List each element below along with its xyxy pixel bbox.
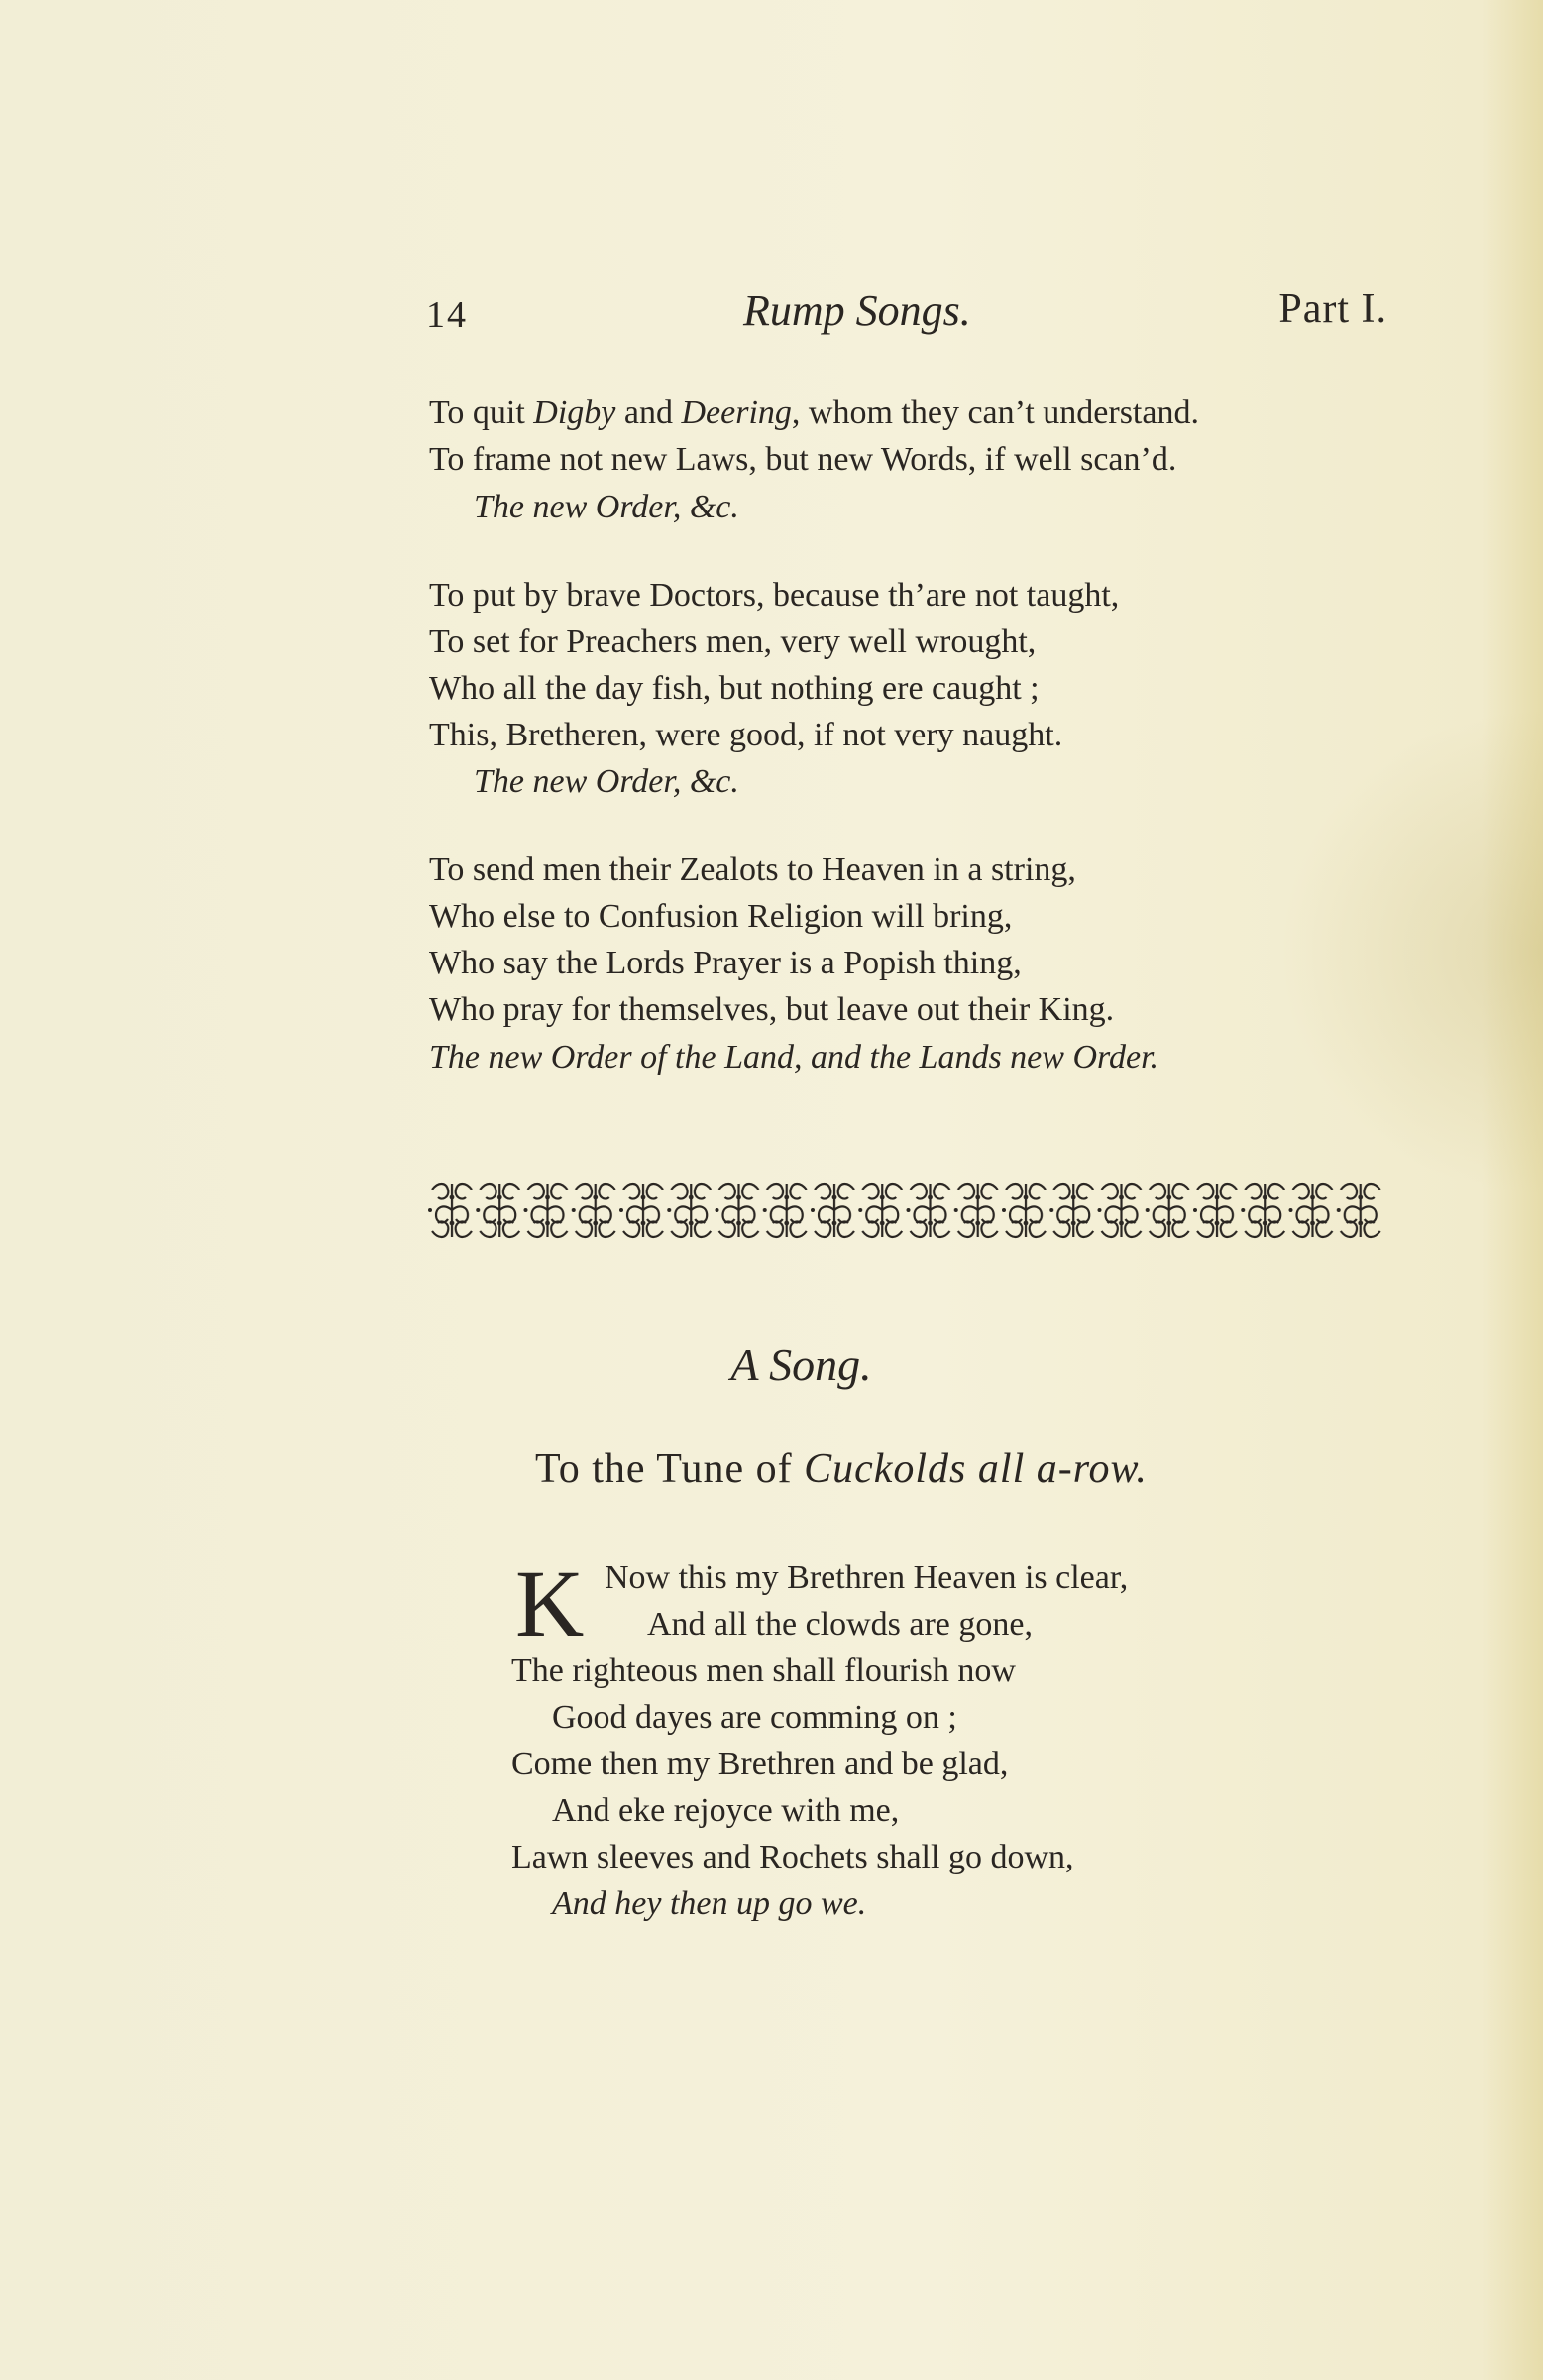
stanza2-refrain: The new Order, &c. — [474, 763, 739, 800]
stanza4-line1: Now this my Brethren Heaven is clear, — [605, 1559, 1129, 1596]
stanza2-line3: Who all the day fish, but nothing ere caught ; — [429, 670, 1040, 707]
tune-line — [535, 1445, 1148, 1493]
stanza4-line5: Come then my Brethren and be glad, — [511, 1746, 1009, 1782]
drop-cap: K — [515, 1550, 585, 1656]
page-number: 14 — [426, 294, 468, 336]
stanza4-line4: Good dayes are comming on ; — [552, 1699, 957, 1736]
text-run: To quit — [429, 395, 534, 431]
stanza3-line2: Who else to Confusion Religion will bring, — [429, 898, 1013, 935]
tune-name: Cuckolds all a-row. — [804, 1446, 1148, 1492]
stanza4-line2: And all the clowds are gone, — [647, 1606, 1033, 1643]
stanza1-line1 — [429, 397, 1199, 430]
stanza4-line7: Lawn sleeves and Rochets shall go down, — [511, 1839, 1074, 1875]
stanza4-line3: The righteous men shall flourish now — [511, 1652, 1016, 1689]
name-deering: Deering — [681, 395, 792, 431]
part-label: Part I. — [1278, 286, 1387, 332]
song-title: A Song. — [730, 1339, 872, 1390]
stanza3-refrain: The new Order of the Land, and the Lands new Order. — [429, 1039, 1159, 1076]
name-digby: Digby — [533, 395, 616, 431]
stanza4-refrain: And hey then up go we. — [552, 1885, 867, 1922]
stanza1-refrain: The new Order, &c. — [474, 489, 739, 525]
stanza3-line4: Who pray for themselves, but leave out their King. — [429, 991, 1115, 1028]
stanza2-line4: This, Bretheren, were good, if not very naught. — [429, 717, 1063, 753]
running-head: Rump Songs. — [743, 286, 971, 335]
stanza3-line1: To send men their Zealots to Heaven in a string, — [429, 851, 1076, 888]
stanza1-line2: To frame not new Laws, but new Words, if well scan’d. — [429, 441, 1177, 478]
ornamental-band — [428, 1180, 1384, 1241]
stanza2-line2: To set for Preachers men, very well wrought, — [429, 623, 1037, 660]
tune-prefix: To the Tune of — [535, 1446, 805, 1492]
text-run: and — [615, 395, 682, 431]
text-run: , whom they can’t understand. — [791, 395, 1199, 431]
page-header — [426, 285, 1387, 345]
stanza3-line3: Who say the Lords Prayer is a Popish thing, — [429, 945, 1022, 981]
stanza4-line6: And eke rejoyce with me, — [552, 1792, 900, 1829]
stanza2-line1: To put by brave Doctors, because th’are not taught, — [429, 577, 1120, 614]
